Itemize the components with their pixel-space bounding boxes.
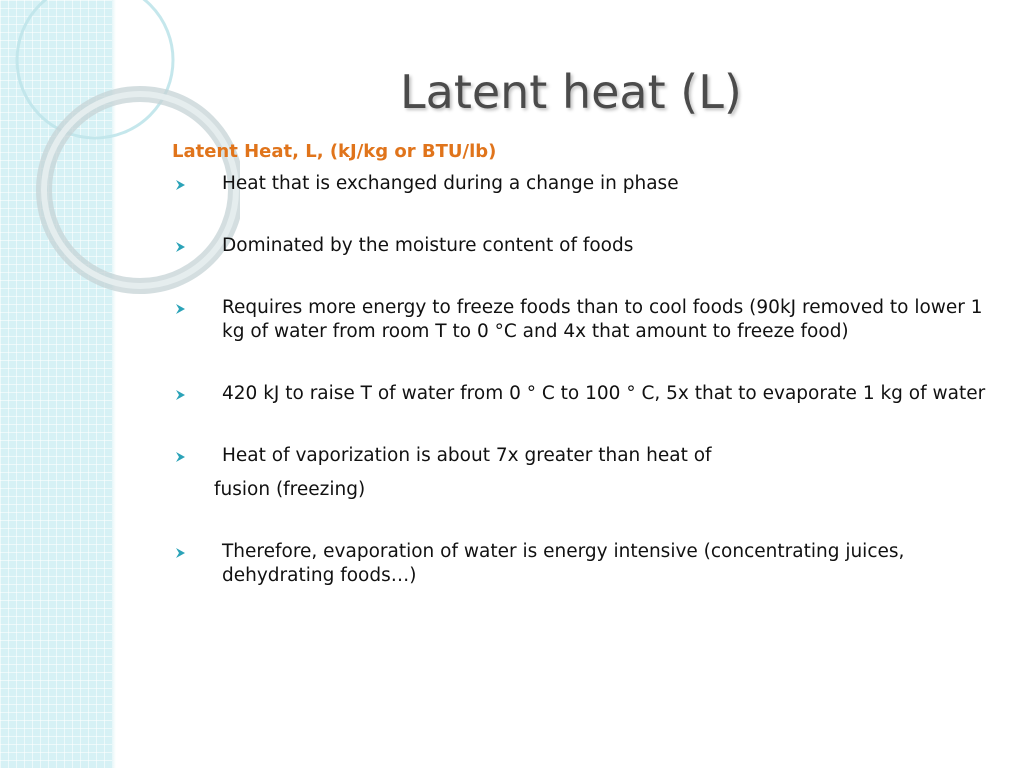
bullet-item <box>172 296 1002 344</box>
arrow-bullet-icon <box>174 547 186 559</box>
arrow-bullet-icon <box>174 179 186 191</box>
bullet-text: Heat that is exchanged during a change in phase <box>222 173 679 194</box>
bullet-item <box>172 382 1002 406</box>
bullet-item <box>172 234 1002 258</box>
arrow-bullet-icon <box>174 241 186 253</box>
arrow-bullet-icon <box>174 389 186 401</box>
slide-subtitle: Latent Heat, L, (kJ/kg or BTU/lb) <box>172 141 497 162</box>
arrow-bullet-icon <box>174 303 186 315</box>
decorative-side-band <box>0 0 112 768</box>
bullet-text: 420 kJ to raise T of water from 0 ° C to 100 ° C, 5x that to evaporate 1 kg of water <box>222 383 986 404</box>
bullet-continuation-line <box>172 478 1002 502</box>
bullet-item <box>172 540 1002 588</box>
bullet-text: Heat of vaporization is about 7x greater than heat of <box>222 445 712 466</box>
bullet-continuation-text: fusion (freezing) <box>214 479 366 500</box>
bullet-content <box>172 172 1002 588</box>
bullet-text: Therefore, evaporation of water is energy intensive (concentrating juices, dehydrating foods…) <box>222 541 905 586</box>
bullet-text: Requires more energy to freeze foods than to cool foods (90kJ removed to lower 1 kg of water from room T to 0 °C and 4x that amount to freeze food) <box>222 297 983 342</box>
arrow-bullet-icon <box>174 451 186 463</box>
bullet-list <box>172 172 1002 588</box>
bullet-item <box>172 444 1002 468</box>
slide-title: Latent heat (L) <box>400 65 742 119</box>
side-band-edge <box>112 0 116 768</box>
bullet-item <box>172 172 1002 196</box>
bullet-text: Dominated by the moisture content of foods <box>222 235 634 256</box>
